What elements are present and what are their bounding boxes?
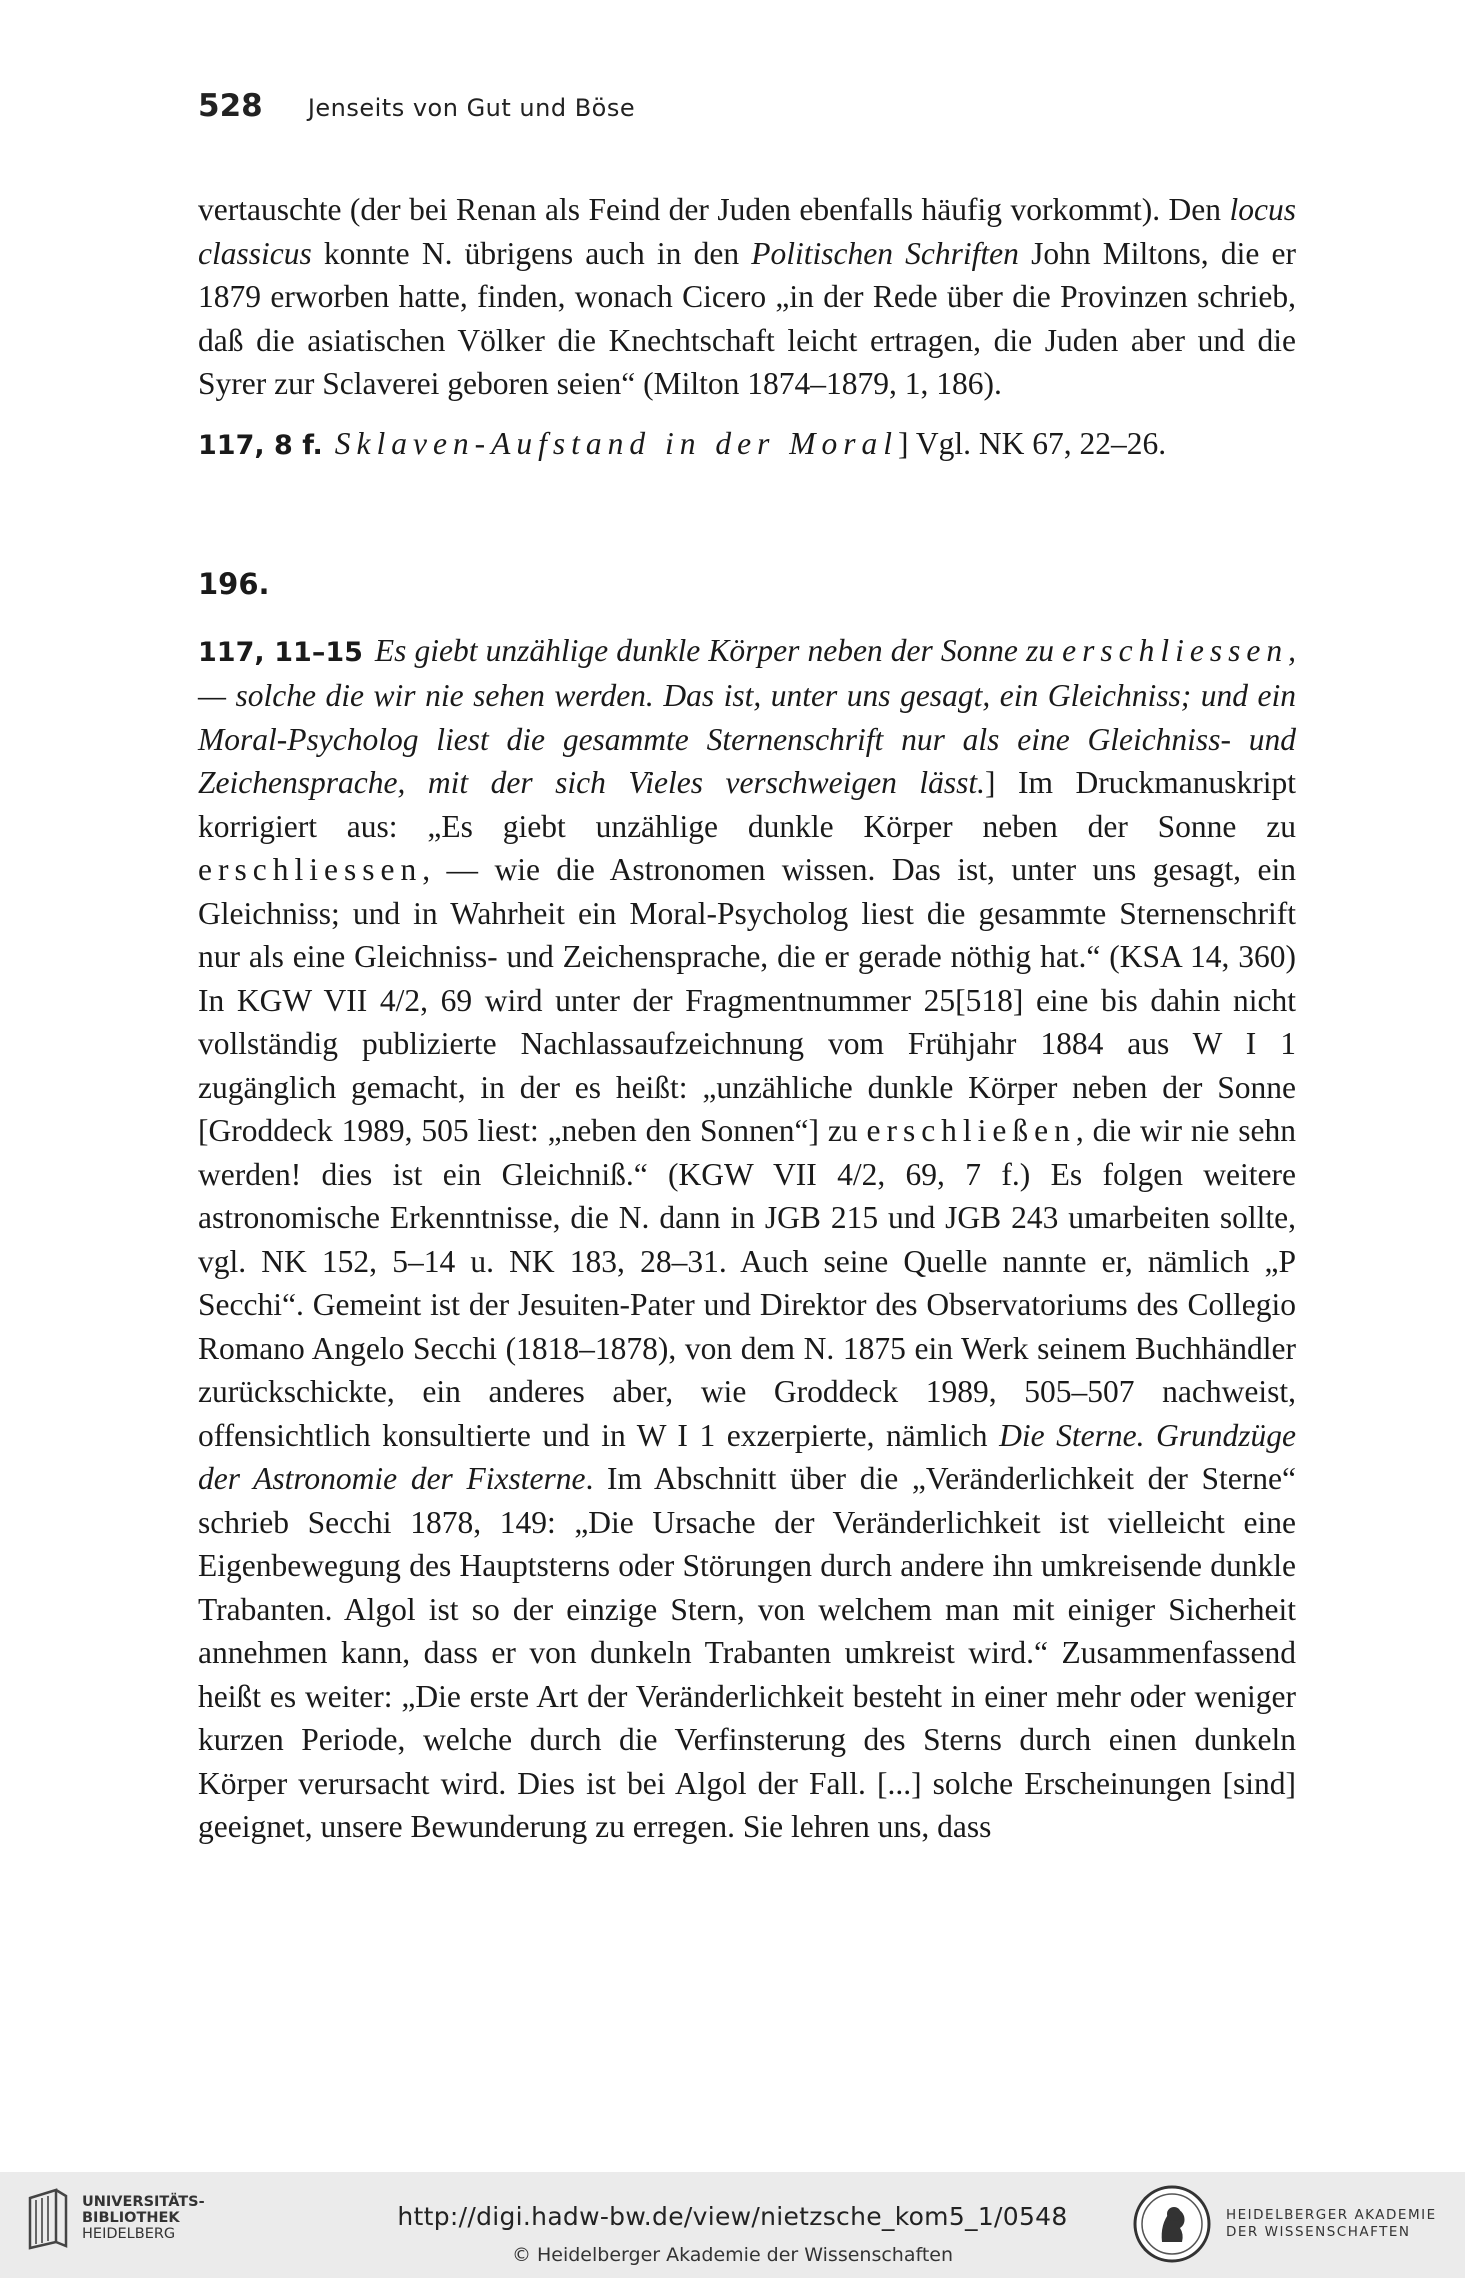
running-title: Jenseits von Gut und Böse <box>307 94 636 122</box>
commentary-entry: 117, 11–15 Es giebt unzählige dunkle Körper neben der Sonne zu erschliessen, — solche die wir nie sehen werden. Das ist, unter uns gesagt, ein Gleichniss; und ein Moral-Psycholog liest die gesammte Sternenschrift nur als eine Gleichniss- und Zeichensprache, mit der sich Vieles verschweigen lässt.] Im Druckmanuskript korrigiert aus: „Es giebt unzählige dunkle Körper neben der Sonne zu erschliessen, — wie die Astronomen wissen. Das ist, unter uns gesagt, ein Gleichniss; und in Wahrheit ein Moral-Psycholog liest die gesammte Sternenschrift nur als eine Gleichniss- und Zeichensprache, die er gerade nöthig hat.“ (KSA 14, 360) In KGW VII 4/2, 69 wird unter der Fragmentnummer 25[518] eine bis dahin nicht vollständig publizierte Nachlassaufzeichnung vom Frühjahr 1884 aus W I 1 zugänglich gemacht, in der es heißt: „unzähliche dunkle Körper neben der Sonne [Groddeck 1989, 505 liest: „neben den Sonnen“] zu erschließen, die wir nie sehn werden! dies ist ein Gleichniß.“ (KGW VII 4/2, 69, 7 f.) Es folgen weitere astronomische Erkenntnisse, die N. dann in JGB 215 und JGB 243 umarbeiten sollte, vgl. NK 152, 5–14 u. NK 183, 28–31. Auch seine Quelle nannte er, nämlich „P Secchi“. Gemeint ist der Jesuiten-Pater und Direktor des Observatoriums des Collegio Romano Angelo Secchi (1818–1878), von dem N. 1875 ein Werk seinem Buchhändler zurückschickte, ein anderes aber, wie Groddeck 1989, 505–507 nachweist, offensichtlich konsultierte und in W I 1 exzerpierte, nämlich Die Sterne. Grundzüge der Astronomie der Fixsterne. Im Abschnitt über die „Veränderlichkeit der Sterne“ schrieb Secchi 1878, 149: „Die Ursache der Veränderlichkeit ist vielleicht eine Eigenbewegung des Hauptsterns oder Störungen durch andere ihn umkreisende dunkle Trabanten. Algol ist so der einzige Stern, von welchem man mit einiger Sicherheit annehmen kann, dass er von dunkeln Trabanten umkreist wird.“ Zusammenfassend heißt es weiter: „Die erste Art der Veränderlichkeit besteht in einer mehr oder weniger kurzen Periode, welche durch die Verfinsterung des Sterns durch einen dunkeln Körper verursacht wird. Dies ist bei Algol der Fall. [...] solche Erscheinungen [sind] geeignet, unsere Bewunderung zu erregen. Sie lehren uns, dass <box>198 632 1296 1844</box>
lemma: Sklaven-Aufstand in der Moral <box>334 425 899 461</box>
emphasis: locus classicus <box>198 192 1296 271</box>
source-url[interactable]: http://digi.hadw-bw.de/view/nietzsche_kom5_1/0548 <box>397 2202 1068 2231</box>
paragraph-continuation: vertauschte (der bei Renan als Feind der Juden ebenfalls häufig vorkommt). Den locus classicus konnte N. übrigens auch in den Politischen Schriften John Miltons, die er 1879 erworben hatte, finden, wonach Cicero „in der Rede über die Provinzen schrieb, daß die asiatischen Völker die Knechtschaft leicht ertragen, die Juden aber und die Syrer zur Sclaverei geboren seien“ (Milton 1874–1879, 1, 186). <box>198 192 1296 401</box>
main-text <box>198 188 1296 1849</box>
footer-bar <box>0 2172 1465 2278</box>
page-number: 528 <box>198 88 263 124</box>
spaced-word: erschließen <box>866 1113 1076 1148</box>
academy-logo: HEIDELBERGER AKADEMIE DER WISSENSCHAFTEN <box>1132 2184 1437 2264</box>
lemma: Es giebt unzählige dunkle Körper neben der Sonne zu <box>374 632 1063 668</box>
academy-seal-icon <box>1132 2184 1212 2264</box>
line-reference: 117, 11–15 <box>198 636 363 668</box>
line-reference: 117, 8 f. <box>198 429 323 461</box>
copyright-notice: © Heidelberger Akademie der Wissenschaften <box>511 2244 954 2266</box>
lemma: , — solche die wir nie sehen werden. Das ist, unter uns gesagt, ein Gleichniss; und ein Moral-Psycholog liest die gesammte Sternenschrift nur als eine Gleichniss- und Zeichensprache, mit der sich Vieles verschweigen lässt. <box>198 632 1296 800</box>
university-library-logo: UNIVERSITÄTS- BIBLIOTHEK HEIDELBERG <box>26 2186 205 2250</box>
running-header <box>198 88 1298 124</box>
book-title: Politischen Schriften <box>751 235 1019 271</box>
commentary-entry: 117, 8 f. Sklaven-Aufstand in der Moral] Vgl. NK 67, 22–26. <box>198 425 1167 461</box>
book-title: Die Sterne. Grundzüge der Astronomie der Fixsterne <box>198 1417 1296 1496</box>
section-number: 196. <box>198 567 270 601</box>
lemma-spaced: erschliessen <box>1062 632 1289 668</box>
spaced-word: erschliessen <box>198 852 423 887</box>
